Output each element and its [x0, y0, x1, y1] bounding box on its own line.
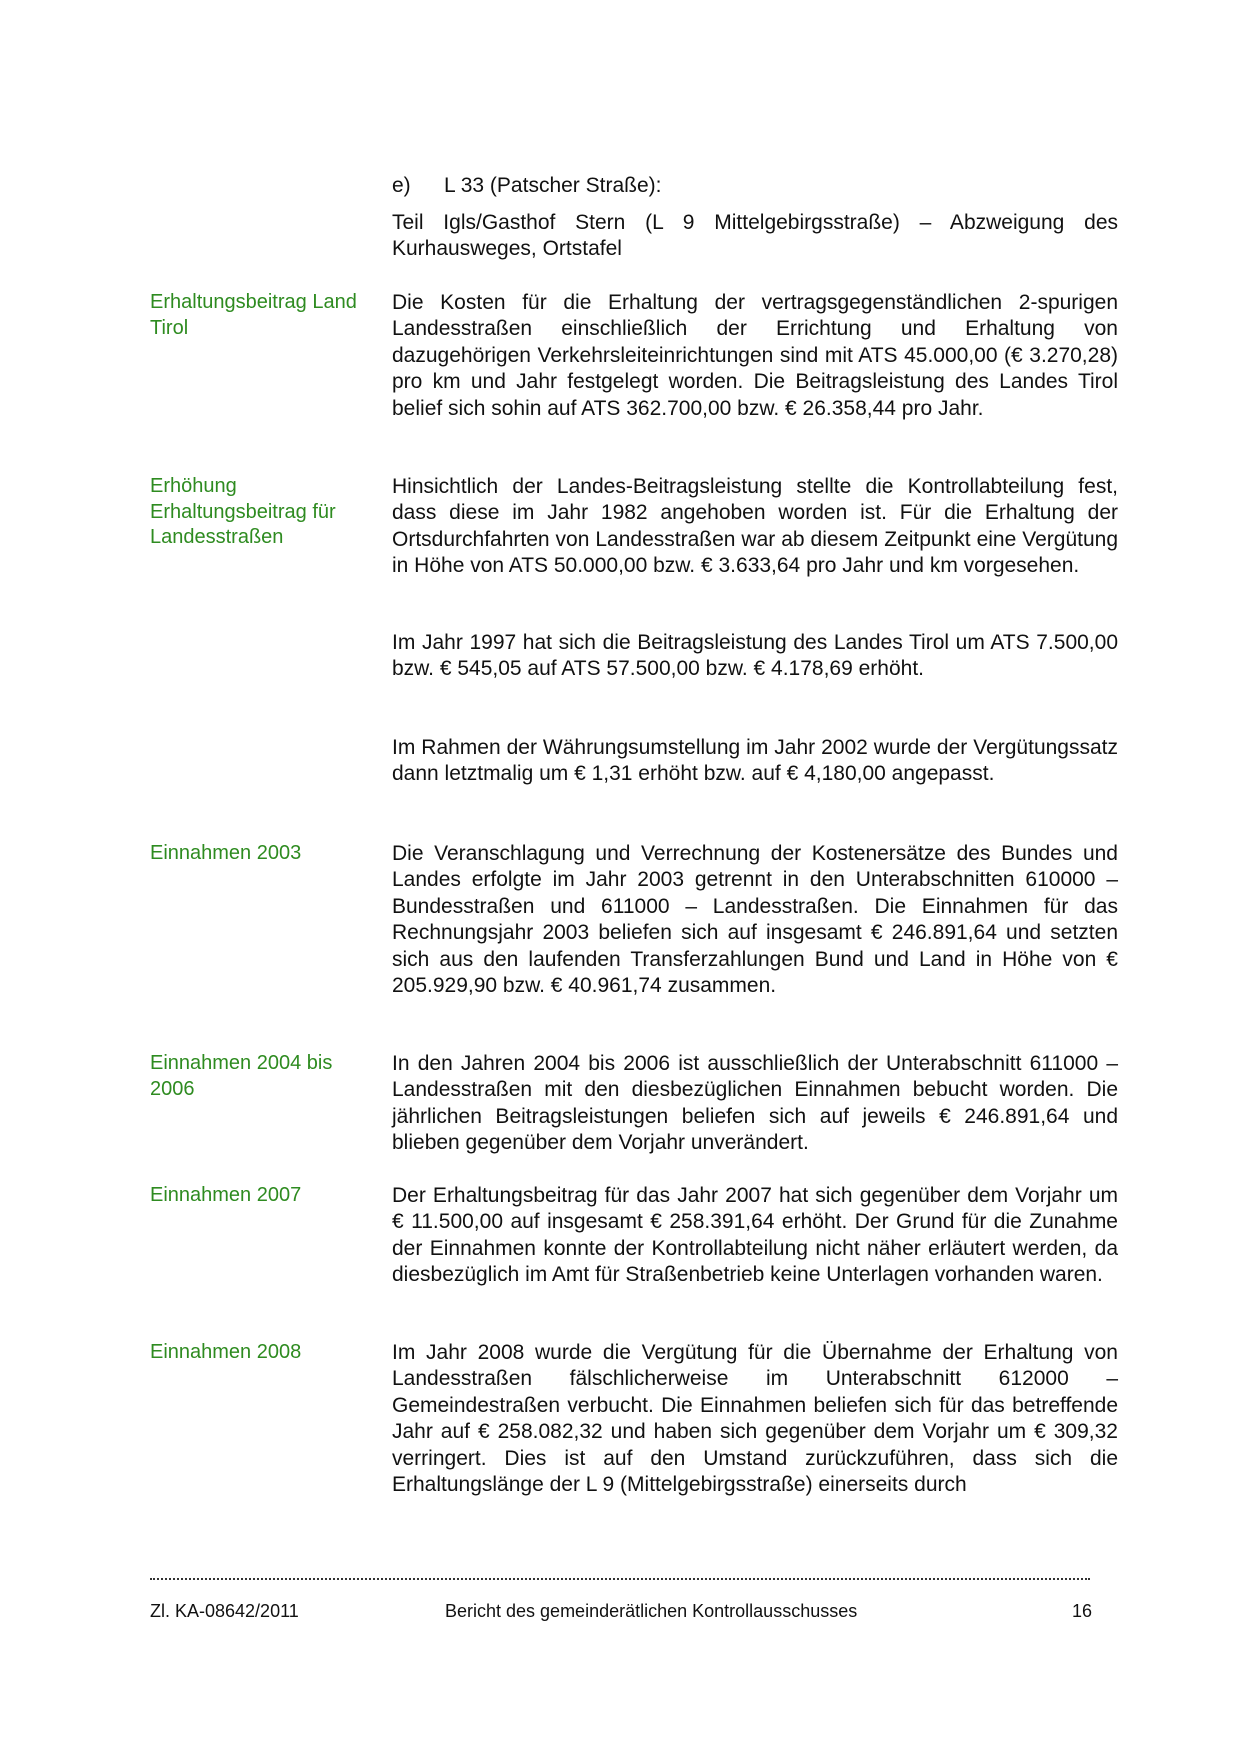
subsection-title: L 33 (Patscher Straße): — [444, 174, 662, 197]
footer-reference: Zl. KA-08642/2011 — [150, 1601, 299, 1621]
paragraph-route-description: Teil Igls/Gasthof Stern (L 9 Mittelgebirgsstraße) – Abzweigung des Kurhausweges, Ortstafel — [392, 211, 1118, 261]
paragraph-erhaltungsbeitrag: Die Kosten für die Erhaltung der vertragsgegenständlichen 2-spurigen Landesstraßen einschließlich der Errichtung und Erhaltung von dazugehörigen Verkehrsleiteinrichtungen sind mit ATS 45.000,00 (€ 3.270,28) pro km und Jahr festgelegt worden. Die Beitragsleistung des Landes Tirol belief sich sohin auf ATS 362.700,00 bzw. € 26.358,44 pro Jahr. — [392, 291, 1118, 420]
paragraph-2002: Im Rahmen der Währungsumstellung im Jahr 2002 wurde der Vergütungssatz dann letztmalig um € 1,31 erhöht bzw. auf € 4,180,00 angepasst. — [392, 736, 1118, 786]
page-number: 16 — [1072, 1601, 1093, 1621]
paragraph-1997: Im Jahr 1997 hat sich die Beitragsleistung des Landes Tirol um ATS 7.500,00 bzw. € 545,05 auf ATS 57.500,00 bzw. € 4.178,69 erhöht. — [392, 631, 1118, 681]
margin-note-einnahmen-2007: Einnahmen 2007 — [150, 1184, 302, 1206]
margin-note-einnahmen-2003: Einnahmen 2003 — [150, 842, 302, 864]
margin-note-einnahmen-2008: Einnahmen 2008 — [150, 1341, 302, 1363]
margin-note-erhaltungsbeitrag: Erhaltungsbeitrag Land Tirol — [150, 291, 357, 339]
paragraph-einnahmen-2003: Die Veranschlagung und Verrechnung der Kostenersätze des Bundes und Landes erfolgte im Jahr 2003 getrennt in den Unterabschnitten 610000 – Bundesstraßen und 611000 – Landesstraßen. Die Einnahmen für das Rechnungsjahr 2003 beliefen sich auf insgesamt € 246.891,64 und setzten sich aus den laufenden Transferzahlungen Bund und Land in Höhe von € 205.929,90 bzw. € 40.961,74 zusammen. — [392, 842, 1118, 998]
paragraph-einnahmen-2004-2006: In den Jahren 2004 bis 2006 ist ausschließlich der Unterabschnitt 611000 – Landesstraßen mit den diesbezüglichen Einnahmen bebucht worden. Die jährlichen Beitragsleistungen beliefen sich auf jeweils € 246.891,64 und blieben gegenüber dem Vorjahr unverändert. — [392, 1052, 1118, 1155]
footer-divider — [150, 1570, 1090, 1580]
margin-note-einnahmen-2004-2006: Einnahmen 2004 bis 2006 — [150, 1052, 333, 1100]
paragraph-einnahmen-2008: Im Jahr 2008 wurde die Vergütung für die Übernahme der Erhaltung von Landesstraßen fälschlicherweise im Unterabschnitt 612000 – Gemeindestraßen verbucht. Die Einnahmen beliefen sich für das betreffende Jahr auf € 258.082,32 und haben sich gegenüber dem Vorjahr um € 309,32 verringert. Dies ist auf den Umstand zurückzuführen, dass sich die Erhaltungslänge der L 9 (Mittelgebirgsstraße) einerseits durch — [392, 1341, 1118, 1497]
subsection-number: e) — [392, 174, 411, 197]
paragraph-einnahmen-2007: Der Erhaltungsbeitrag für das Jahr 2007 hat sich gegenüber dem Vorjahr um € 11.500,00 auf insgesamt € 258.391,64 erhöht. Der Grund für die Zunahme der Einnahmen konnte der Kontrollabteilung nicht näher erläutert werden, da diesbezüglich im Amt für Straßenbetrieb keine Unterlagen vorhanden waren. — [392, 1184, 1118, 1287]
margin-note-erhoehung: Erhöhung Erhaltungsbeitrag für Landesstraßen — [150, 475, 336, 548]
paragraph-erhoehung: Hinsichtlich der Landes-Beitragsleistung stellte die Kontrollabteilung fest, dass diese im Jahr 1982 angehoben worden ist. Für die Erhaltung der Ortsdurchfahrten von Landesstraßen war ab diesem Zeitpunkt eine Vergütung in Höhe von ATS 50.000,00 bzw. € 3.633,64 pro Jahr und km vorgesehen. — [392, 475, 1118, 578]
footer-title: Bericht des gemeinderätlichen Kontrollausschusses — [445, 1601, 858, 1621]
subsection-heading — [392, 173, 661, 199]
